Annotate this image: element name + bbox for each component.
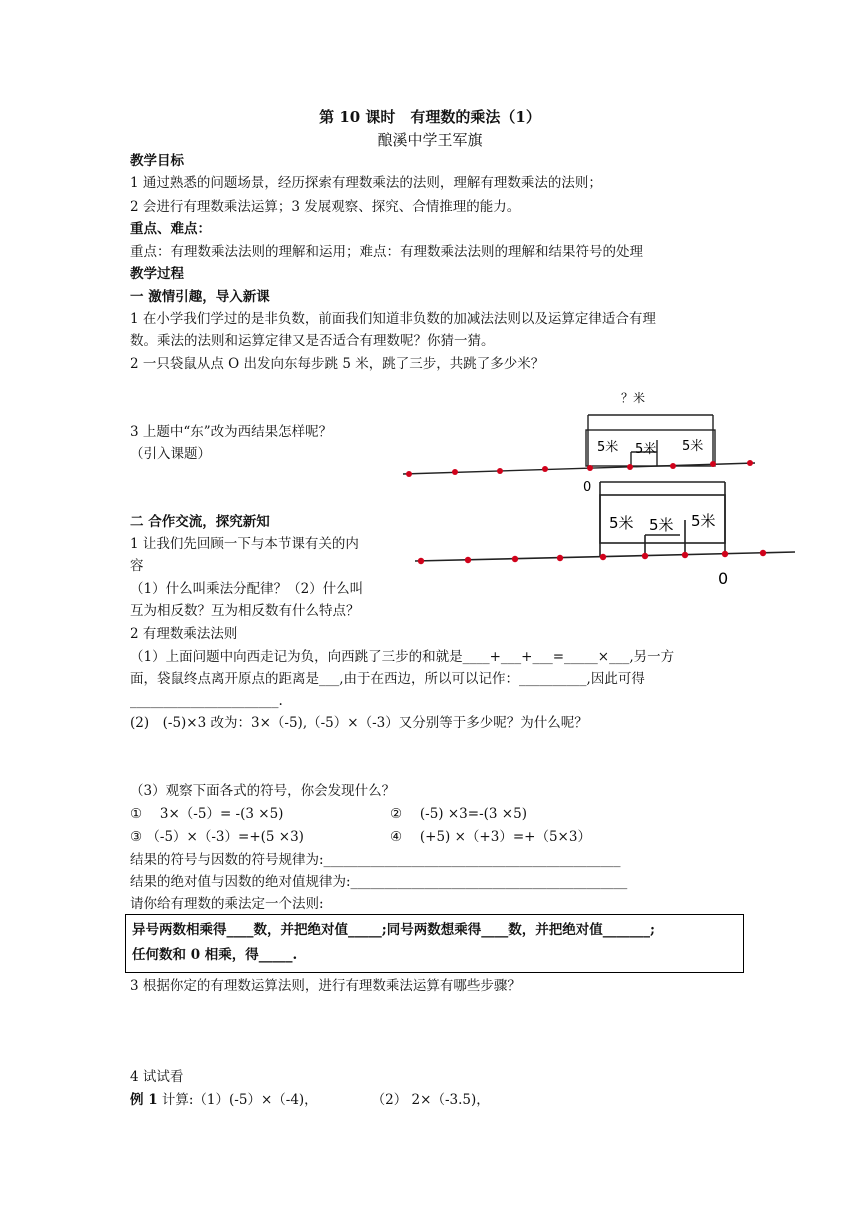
p1-line1: 1 在小学我们学过的是非负数，前面我们知道非负数的加减法法则以及运算定律适合有理 [130,311,656,327]
p1-question-3: 3 上题中“东”改为西结果怎样呢？ [130,424,333,440]
p2-2: 2 有理数乘法法则 [130,626,238,642]
rule-abs: 结果的绝对值与因数的绝对值规律为:_________________________________________ [130,874,628,890]
p1-line2: 数。乘法的法则和运算定律又是否适合有理数呢？你猜一猜。 [130,333,495,349]
p2-1b: 容 [130,558,144,574]
top-seg-label-1: 5米 [597,440,619,455]
p2-1c: （1）什么叫乘法分配律？（2）什么叫 [130,581,364,597]
p2-2-1c: ______________________. [130,693,283,709]
p2-2-1a: （1）上面问题中向西走记为负，向西跳了三步的和就是____+___+___=_____×___,另一方 [130,649,675,665]
p2-1d: 互为相反数？互为相反数有什么特点？ [130,603,360,619]
key-heading: 重点、难点： [130,221,211,237]
rule-prompt: 请你给有理数的乘法定一个法则: [130,896,324,912]
kangaroo-number-line-figure [395,380,805,592]
process-heading: 教学过程 [130,266,184,282]
equation-4: ④ (+5) ×（+3）=+（5×3） [390,829,591,845]
p1-question-3-note: （引入课题） [130,446,211,462]
author-line: 酿溪中学王军旗 [377,131,483,149]
bottom-origin-label: 0 [718,569,729,588]
part2-heading: 二 合作交流，探究新知 [130,514,270,530]
p2-2-2: (2) (-5)×3 改为：3×（-5),（-5）×（-3）又分别等于多少呢？为什么呢？ [130,715,588,731]
p1-question-2: 2 一只袋鼠从点 O 出发向东每步跳 5 米，跳了三步，共跳了多少米？ [130,356,545,372]
rule-box [125,914,744,973]
p2-2-1b: 面，袋鼠终点离开原点的距离是___,由于在西边，所以可以记作：__________,因此可得 [130,671,645,687]
bottom-seg-label-2: 5米 [649,516,674,534]
goals-heading: 教学目标 [130,153,184,169]
example-1-text: 计算:（1）(-5）×（-4)， （2） 2×（-3.5)， [157,1092,490,1108]
goal-1: 1 通过熟悉的问题场景，经历探索有理数乘法的法则，理解有理数乘法的法则； [130,175,602,191]
top-distance-label: ？米 [621,391,646,405]
p2-4: 4 试试看 [130,1069,184,1085]
p2-2-3: （3）观察下面各式的符号，你会发现什么？ [130,783,396,799]
part1-heading: 一 激情引趣，导入新课 [130,289,270,305]
equation-1: ① 3×（-5）= -(3 ×5) [130,806,284,822]
key-text: 重点：有理数乘法法则的理解和运用；难点：有理数乘法法则的理解和结果符号的处理 [130,244,643,260]
top-origin-label: 0 [583,480,592,495]
rule-box-line-1: 异号两数相乘得____数，并把绝对值_____;同号两数想乘得____数，并把绝对值_______; [132,922,655,938]
top-seg-label-2: 5米 [635,442,657,457]
p2-1a: 1 让我们先回顾一下与本节课有关的内 [130,536,359,552]
rule-sign: 结果的符号与因数的符号规律为:____________________________________________ [130,852,621,868]
page-title: 第 10 课时 有理数的乘法（1） [319,108,541,126]
bottom-seg-label-3: 5米 [691,512,716,530]
equation-2: ② (-5) ×3=-(3 ×5) [390,806,527,822]
example-1 [130,1090,490,1110]
example-1-label: 例 1 [130,1092,158,1108]
bottom-number-line [415,482,795,561]
equation-3: ③ （-5）×（-3）=+(5 ×3) [130,829,304,845]
bottom-seg-label-1: 5米 [609,514,634,532]
top-seg-label-3: 5米 [682,439,704,454]
goal-2: 2 会进行有理数乘法运算；3 发展观察、探究、合情推理的能力。 [130,199,521,215]
p2-3: 3 根据你定的有理数运算法则，进行有理数乘法运算有哪些步骤？ [130,978,521,994]
rule-box-line-2: 任何数和 0 相乘，得_____. [132,947,298,963]
